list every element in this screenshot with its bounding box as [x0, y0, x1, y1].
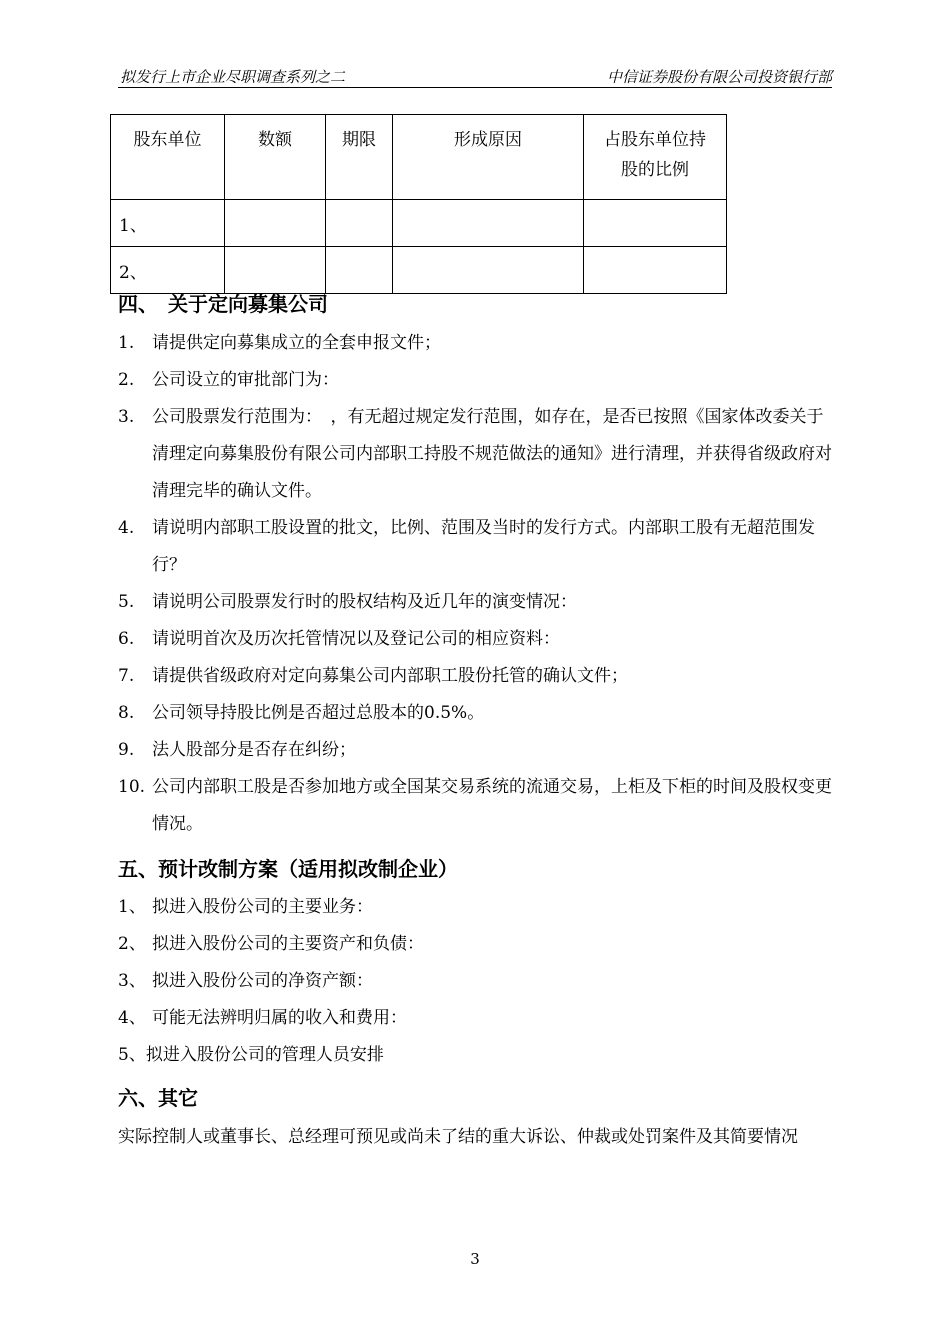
section-5-title: 五、预计改制方案（适用拟改制企业）: [118, 857, 458, 881]
item-text: 请说明首次及历次托管情况以及登记公司的相应资料：: [152, 629, 560, 649]
item-number: 8.: [118, 703, 135, 723]
item-text: 请提供省级政府对定向募集公司内部职工股份托管的确认文件；: [152, 666, 628, 686]
section-6-text: 实际控制人或董事长、总经理可预见或尚未了结的重大诉讼、仲裁或处罚案件及其简要情况: [118, 1127, 798, 1147]
list-item-5: 5、拟进入股份公司的管理人员安排: [118, 1045, 384, 1065]
item-number: 10.: [118, 777, 146, 797]
item-number: 6.: [118, 629, 135, 649]
item-text: 拟进入股份公司的主要业务：: [152, 897, 373, 917]
table-cell: [326, 200, 393, 247]
header-left: 拟发行上市企业尽职调查系列之二: [120, 68, 346, 86]
item-text: 拟进入股份公司的主要资产和负债：: [152, 934, 424, 954]
list-item: [118, 621, 836, 658]
item-number: 1、: [118, 897, 146, 917]
list-item: [118, 926, 836, 963]
table-header-cell: 期限: [326, 115, 393, 200]
table-header-cell: 占股东单位持股的比例: [584, 115, 727, 200]
item-text: 请说明公司股票发行时的股权结构及近几年的演变情况：: [152, 592, 577, 612]
table-row: [111, 200, 727, 247]
table-header-cell: 形成原因: [393, 115, 584, 200]
table-row: [111, 247, 727, 294]
list-item: [118, 362, 836, 399]
table-header-cell: 股东单位: [111, 115, 225, 200]
list-item: [118, 658, 836, 695]
item-number: 5.: [118, 592, 135, 612]
list-item: [118, 510, 836, 584]
item-text: 请说明内部职工股设置的批文，比例、范围及当时的发行方式。内部职工股有无超范围发行？: [152, 518, 815, 575]
table-header-row: [111, 115, 727, 200]
section-4-title: 四、 关于定向募集公司: [118, 292, 328, 316]
table-cell: 2、: [111, 247, 225, 294]
list-item: [118, 732, 836, 769]
item-number: 2、: [118, 934, 146, 954]
item-number: 9.: [118, 740, 135, 760]
shareholder-table: [110, 114, 727, 294]
list-item: [118, 963, 836, 1000]
item-text: 公司领导持股比例是否超过总股本的0.5%。: [152, 703, 485, 723]
list-item: [118, 769, 836, 843]
list-item: [118, 399, 836, 510]
table-cell: [225, 247, 326, 294]
list-item: [118, 889, 836, 926]
list-item: [118, 1000, 836, 1037]
table-cell: 1、: [111, 200, 225, 247]
table-header-cell: 数额: [225, 115, 326, 200]
item-text: 法人股部分是否存在纠纷；: [152, 740, 356, 760]
item-number: 4.: [118, 518, 135, 538]
table-cell: [393, 200, 584, 247]
item-number: 1.: [118, 333, 135, 353]
item-text: 可能无法辨明归属的收入和费用：: [152, 1008, 407, 1028]
item-number: 3.: [118, 407, 135, 427]
table-cell: [225, 200, 326, 247]
list-item: [118, 584, 836, 621]
item-number: 2.: [118, 370, 135, 390]
item-text: 公司内部职工股是否参加地方或全国某交易系统的流通交易，上柜及下柜的时间及股权变更情况。: [152, 777, 832, 834]
item-text: 公司设立的审批部门为：: [152, 370, 339, 390]
item-number: 3、: [118, 971, 146, 991]
table-cell: [393, 247, 584, 294]
item-text: 请提供定向募集成立的全套申报文件；: [152, 333, 441, 353]
header-right: 中信证券股份有限公司投资银行部: [606, 68, 832, 86]
header-rule: [118, 87, 832, 88]
table-cell: [326, 247, 393, 294]
item-number: 4、: [118, 1008, 146, 1028]
item-number: 7.: [118, 666, 135, 686]
section-6-title: 六、其它: [118, 1086, 198, 1110]
list-item: [118, 695, 836, 732]
item-text: 拟进入股份公司的净资产额：: [152, 971, 373, 991]
list-item: [118, 325, 836, 362]
item-text: 公司股票发行范围为： ，有无超过规定发行范围，如存在，是否已按照《国家体改委关于清理定向募集股份有限公司内部职工持股不规范做法的通知》进行清理，并获得省级政府对清理完毕的确认文件。: [152, 407, 832, 501]
page-number: 3: [470, 1250, 480, 1268]
table-cell: [584, 247, 727, 294]
table-cell: [584, 200, 727, 247]
